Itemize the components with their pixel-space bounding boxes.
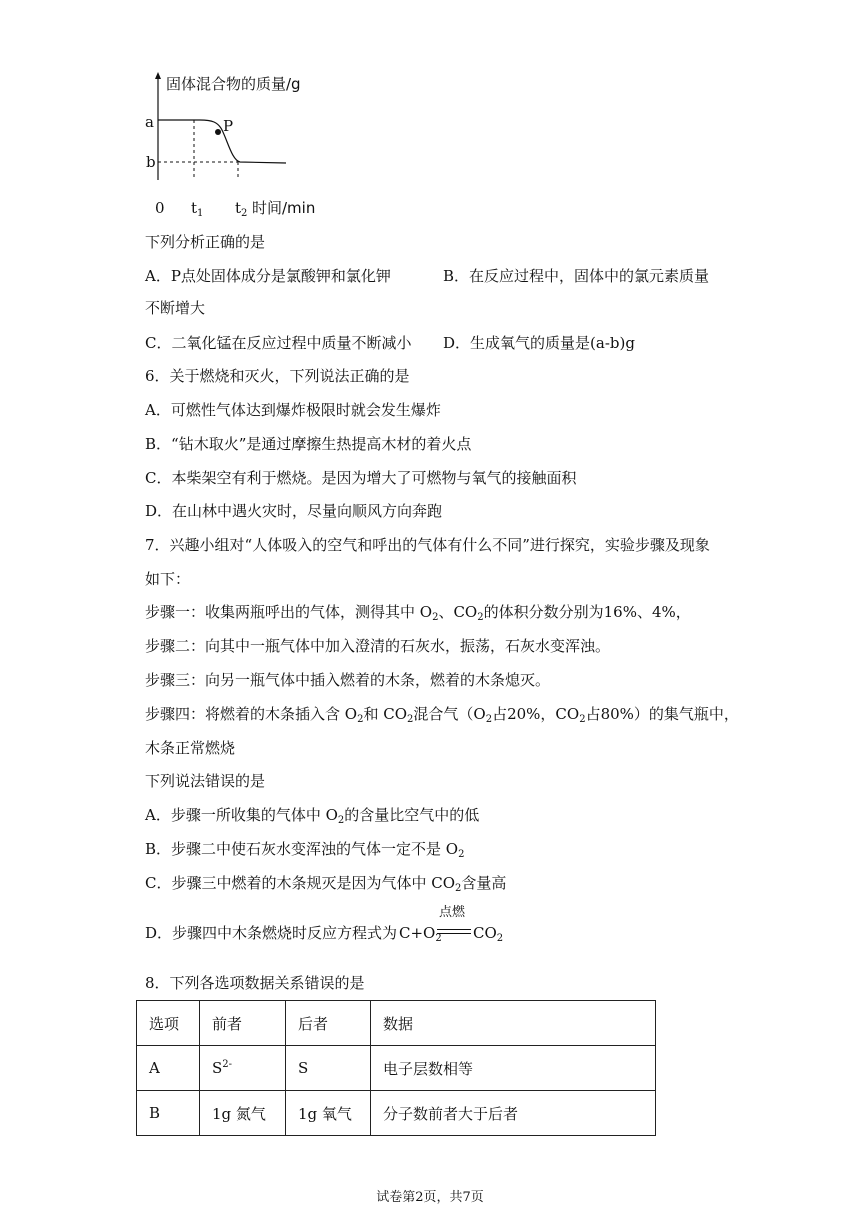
header-option: 选项	[137, 1001, 200, 1046]
graph-label-origin: 0	[155, 199, 165, 217]
row-b-data: 分子数前者大于后者	[371, 1091, 656, 1136]
q7-option-a: A．步骤一所收集的气体中 $O_2$的含量比空气中的低	[145, 806, 480, 826]
y-axis-arrow	[155, 72, 161, 79]
row-b-former: 1g 氮气	[200, 1091, 286, 1136]
row-b-latter: 1g 氧气	[286, 1091, 371, 1136]
q6-option-c: C．本柴架空有利于燃烧。是因为增大了可燃物与氧气的接触面积	[145, 469, 577, 487]
page-footer: 试卷第2页，共7页	[376, 1190, 484, 1205]
table-header-row	[137, 1001, 656, 1046]
q5-option-b-cont: 不断增大	[145, 299, 206, 317]
q5-option-d: D．生成氧气的质量是(a-b)g	[443, 334, 635, 352]
q7-step3: 步骤三：向另一瓶气体中插入燃着的木条，燃着的木条熄灭。	[145, 671, 551, 689]
header-data: 数据	[371, 1001, 656, 1046]
q6-option-b: B．“钻木取火”是通过摩擦生热提高木材的着火点	[145, 435, 472, 453]
q6-option-a: A．可燃性气体达到爆炸极限时就会发生爆炸	[145, 401, 441, 419]
reaction-equation: $C+O_2$	[399, 924, 442, 944]
q6-option-d: D．在山林中遇火灾时，尽量向顺风方向奔跑	[145, 502, 443, 520]
q5-stem: 下列分析正确的是	[145, 233, 266, 251]
graph-label-a: a	[145, 113, 154, 131]
row-a-latter: S	[286, 1046, 371, 1091]
row-a-option: A	[137, 1046, 200, 1091]
q7-stem: 7．兴趣小组对“人体吸入的空气和呼出的气体有什么不同”进行探究，实验步骤及现象	[145, 536, 710, 554]
graph-label-p: P	[223, 117, 234, 135]
q5-option-c: C．二氧化锰在反应过程中质量不断减小	[145, 334, 412, 352]
q5-option-b: B．在反应过程中，固体中的氯元素质量	[443, 267, 710, 285]
equation-double-bar	[437, 929, 471, 934]
graph-y-label: 固体混合物的质量/g	[166, 75, 301, 93]
table-row	[137, 1046, 656, 1091]
row-a-former: $S^{2-}$	[200, 1046, 286, 1091]
q7-stem-cont: 如下：	[145, 570, 191, 588]
header-latter: 后者	[286, 1001, 371, 1046]
q7-option-b: B．步骤二中使石灰水变浑浊的气体一定不是 $O_2$	[145, 840, 465, 860]
q7-option-c: C．步骤三中燃着的木条规灭是因为气体中 $CO_2$含量高	[145, 874, 507, 894]
graph-label-t1: $t_1$	[191, 199, 204, 219]
row-b-option: B	[137, 1091, 200, 1136]
q7-question: 下列说法错误的是	[145, 772, 266, 790]
graph-x-label: 时间/min	[252, 199, 316, 217]
equation-product: $CO_2$	[473, 924, 504, 944]
q7-option-d: D．步骤四中木条燃烧时反应方程式为	[145, 924, 398, 942]
q7-step4-cont: 木条正常燃烧	[145, 739, 236, 757]
row-a-data: 电子层数相等	[371, 1046, 656, 1091]
q8-stem: 8．下列各选项数据关系错误的是	[145, 974, 365, 992]
graph-label-t2: $t_2$	[235, 199, 248, 219]
q7-step2: 步骤二：向其中一瓶气体中加入澄清的石灰水，振荡，石灰水变浑浊。	[145, 637, 611, 655]
graph-label-b: b	[146, 153, 156, 171]
q6-stem: 6．关于燃烧和灭火，下列说法正确的是	[145, 367, 410, 385]
table-row	[137, 1091, 656, 1136]
point-p	[215, 129, 221, 135]
header-former: 前者	[200, 1001, 286, 1046]
q5-option-a: A．P点处固体成分是氯酸钾和氯化钾	[145, 267, 391, 285]
q7-step4: 步骤四：将燃着的木条插入含 $O_2$和 $CO_2$混合气（$O_2$占20%，$CO_2$占80%）的集气瓶中，	[145, 705, 739, 725]
q8-table	[136, 1000, 656, 1136]
equation-condition: 点燃	[439, 905, 466, 920]
q7-step1: 步骤一：收集两瓶呼出的气体，测得其中 $O_2$、$CO_2$的体积分数分别为16%、4%，	[145, 603, 691, 623]
mass-curve	[158, 120, 286, 163]
